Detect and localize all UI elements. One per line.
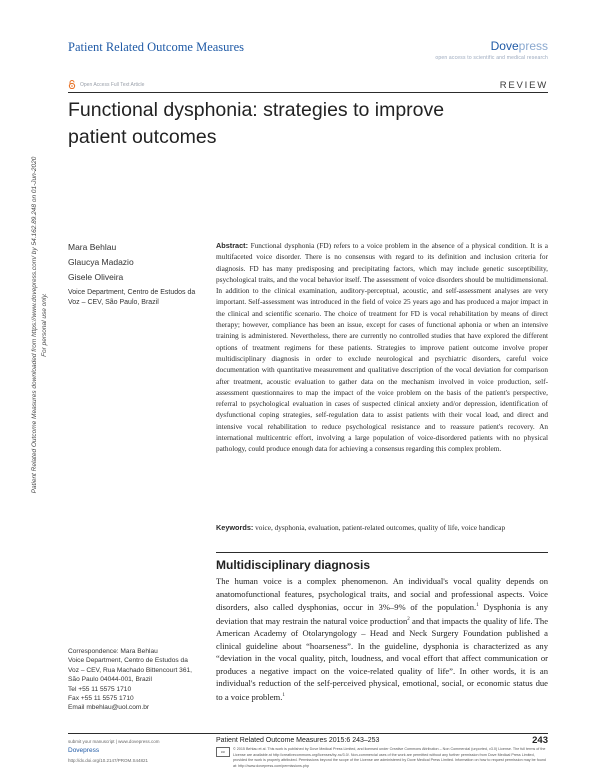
section-divider xyxy=(216,552,548,553)
author-name: Gisele Oliveira xyxy=(68,272,124,282)
citation-ref[interactable]: 2 xyxy=(407,616,410,622)
author-affiliation: Voice Department, Centro de Estudos da Voz – CEV, São Paulo, Brazil xyxy=(68,289,196,306)
correspondence-tel: Tel +55 11 5575 1710 xyxy=(68,685,132,693)
download-notice-line1: Patient Related Outcome Measures downloaded from https://www.dovepress.com/ by 54.162.89.248 on 01-Jun-2020 xyxy=(31,156,38,494)
cc-license-icon[interactable]: cc xyxy=(216,747,230,757)
keywords xyxy=(216,522,548,533)
footer-publisher-logo[interactable]: Dovepress xyxy=(68,747,100,754)
abstract-text: Functional dysphonia (FD) refers to a voice problem in the absence of a physical condition. It is a multifaceted voice disorder. There is no consensus with regard to its definition and inclusion criteria for diagnosis. FD has many predisposing and precipitating factors, which may include genetic susceptibility, psychological traits, and the vocal behavior itself. The assessment of voice disorders should be multidimensional. In addition to the clinical examination, auditory-perceptual, acoustic, and self-assessment analyses are very important. Self-assessment was introduced in the field of voice 25 years ago and has produced a major impact in the clinical and scientific scenario. The choice of treatment for FD is vocal rehabilitation by means of direct therapy; however, compliance has been an issue, except for cases of functional aphonia or when an intensive training is administered. Nevertheless, there are currently no controlled studies that have explored the different options of treatment regimens for these patients. Strategies to improve patient outcome involve proper multidisciplinary diagnosis in order to exclude neurological and psychiatric disorders, careful voice documentation with quantitative measurement and qualitative description of the vocal deviation for comparison after treatment, acoustic evaluation to gather data on the mechanism involved in voice production, self-assessment questionnaires to map the impact of the voice problem on the basis of the patient's perspective, referral to psychological evaluation in cases of suspected clinical anxiety and/or depression, identification of dysfunctional coping strategies, self-regulation data to assist patients with their vocal load, and direct and intensive vocal rehabilitation to reduce psychological resistance and to reassure patient's recovery. An international multicentric effort, involving a large population of voice-disordered patients with no physical pathology, could produce enough data for achieving a consensus regarding this complex problem. xyxy=(216,241,549,454)
correspondence-email[interactable]: Email mbehlau@uol.com.br xyxy=(68,704,150,712)
correspondence-name: Correspondence: Mara Behlau xyxy=(68,648,158,655)
body-text-segment: The human voice is a complex phenomenon. An individual's vocal quality depends on anatomofunctional features, psychological traits, and social and professional aspects. Voice disorders, also called dysphonias, occur in 3%–9% of the population. xyxy=(216,576,548,613)
license-text: © 2015 Behlau et al. This work is published by Dove Medical Press Limited, and licensed under Creative Commons Attribution – Non Commercial (unported, v3.0) License. The full terms of the License are available at http://creativecommons.org/licenses/by-nc/3.0/. Non-commercial uses of the work are permitted without any further permission from Dove Medical Press Limited, provided the work is properly attributed. Permissions beyond the scope of the License are administered by Dove Medical Press Limited. Information on how to request permission may be found at: http://www.dovepress.com/permissions.php xyxy=(233,747,546,768)
journal-name: Patient Related Outcome Measures xyxy=(68,40,244,54)
download-notice-line2: For personal use only. xyxy=(41,293,48,357)
keywords-label: Keywords: xyxy=(216,523,254,532)
abstract xyxy=(216,240,548,455)
license-notice xyxy=(216,747,548,769)
correspondence xyxy=(68,647,198,713)
citation-line: Patient Related Outcome Measures 2015:6 243–253 xyxy=(216,737,380,744)
section-heading: Multidisciplinary diagnosis xyxy=(216,558,371,572)
footer-divider xyxy=(68,733,548,734)
header-divider xyxy=(68,92,548,93)
citation-ref[interactable]: 1 xyxy=(282,693,285,699)
article-title: Functional dysphonia: strategies to improve patient outcomes xyxy=(68,99,445,148)
publisher-logo-main: Dove xyxy=(490,39,519,53)
publisher-tagline: open access to scientific and medical research xyxy=(435,55,548,61)
body-text-segment: and that impacts the quality of life. The American Academy of Otolaryngology – Head and Neck Surgery Foundation published a clinical guideline about “hoarseness”. In the guideline, dysphonia is characterized as any “deviation in the vocal quality, pitch, loudness, and vocal effort that affect communication or produces a negative impact on the voice-related quality of life”. In other words, it is an individual's reduction of the self-perceived physical, emotional, social, or economic status due to a voice problem. xyxy=(216,615,549,702)
publisher-logo[interactable] xyxy=(491,39,548,53)
author-list xyxy=(68,240,134,285)
page-number: 243 xyxy=(532,735,548,746)
body-text xyxy=(216,575,548,704)
article-type: REVIEW xyxy=(499,80,548,91)
abstract-label: Abstract: xyxy=(216,241,249,250)
body-text-segment: Dysphonia is any deviation that may restrain the natural voice production xyxy=(216,602,548,626)
correspondence-fax: Fax +55 11 5575 1710 xyxy=(68,695,134,703)
open-access-badge xyxy=(68,80,144,89)
open-access-lock-icon xyxy=(68,80,76,89)
author-name: Mara Behlau xyxy=(68,242,117,252)
download-notice xyxy=(30,130,210,520)
author-name: Glaucya Madazio xyxy=(68,257,134,267)
citation-ref[interactable]: 1 xyxy=(476,603,479,609)
doi-link[interactable]: http://dx.doi.org/10.2147/PROM.S44821 xyxy=(68,758,149,763)
open-access-label: Open Access Full Text Article xyxy=(80,81,145,88)
publisher-logo-sub: press xyxy=(518,39,548,53)
correspondence-address: Voice Department, Centro de Estudos da Voz – CEV, Rua Machado Bittencourt 361, São Paulo 04044-001, Brazil xyxy=(68,657,193,684)
keywords-text: voice, dysphonia, evaluation, patient-related outcomes, quality of life, voice handicap xyxy=(255,523,506,532)
submit-link[interactable]: submit your manuscript | www.dovepress.com xyxy=(68,739,160,744)
